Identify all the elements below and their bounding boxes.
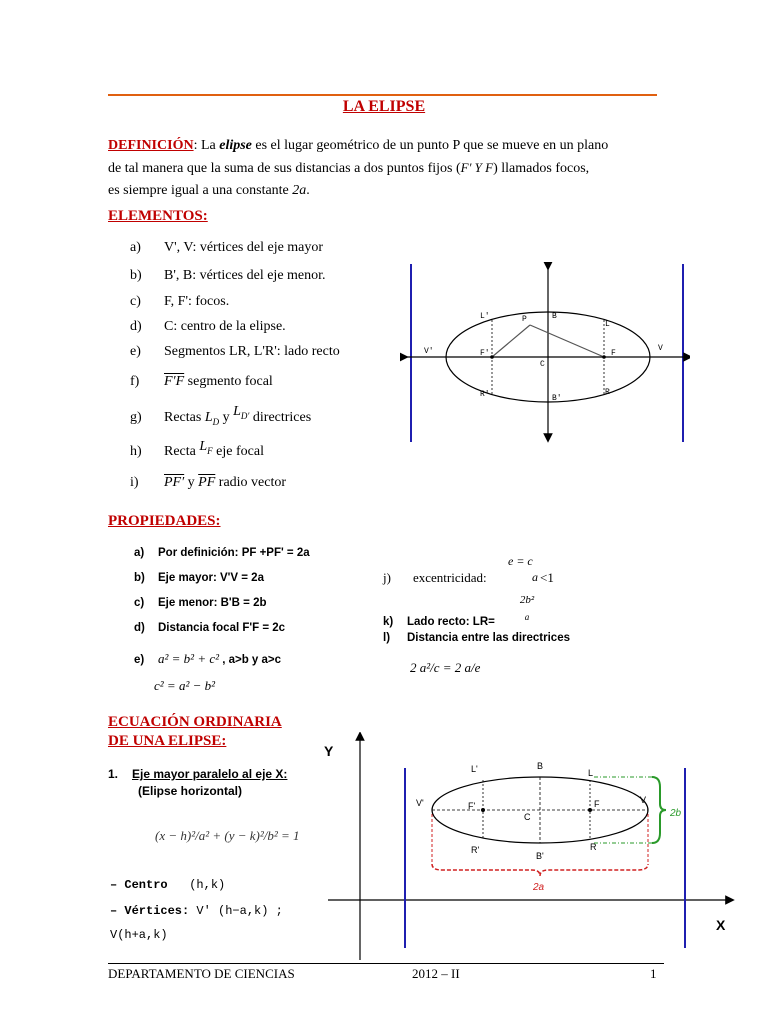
list-item: c) F, F': focos. bbox=[130, 294, 230, 309]
vertices-line: – Vértices: V' (h−a,k) ; bbox=[110, 904, 283, 918]
list-item: e) a² = b² + c² , a>b y a>c bbox=[134, 651, 282, 666]
label-v: V bbox=[658, 344, 663, 353]
equation-item-sub: (Elipse horizontal) bbox=[138, 784, 243, 798]
list-item: c) Eje menor: B'B = 2b bbox=[134, 597, 267, 609]
focus-left-point bbox=[490, 355, 494, 359]
list-item: b) Eje mayor: V'V = 2a bbox=[134, 572, 264, 584]
label-b-prime: B' bbox=[552, 394, 562, 403]
list-item: f) F′F segmento focal bbox=[130, 374, 273, 389]
definition-paragraph: DEFINICIÓN: La elipse es el lugar geométrico de un punto P que se mueve en un plano de tal manera que la suma de sus distancias a dos puntos fijos (F′ Y F) llamados focos, es siempre igual a una constante 2a. bbox=[108, 138, 609, 198]
label-r-prime: R' bbox=[471, 845, 480, 855]
list-item: d) C: centro de la elipse. bbox=[130, 319, 286, 334]
property-l-formula: 2 a²/c = 2 a/e bbox=[410, 660, 481, 675]
dim-2a-label: 2a bbox=[533, 882, 545, 893]
definition-label: DEFINICIÓN bbox=[108, 138, 194, 153]
property-k-fraction: 2b² a bbox=[519, 594, 535, 622]
formula-c-squared: c² = a² − b² bbox=[154, 678, 216, 693]
list-item: e) Segmentos LR, L'R': lado recto bbox=[130, 344, 340, 359]
label-l: L bbox=[605, 320, 610, 329]
axis-y-label: Y bbox=[324, 743, 334, 759]
label-l-prime: L' bbox=[480, 312, 490, 321]
ellipse-equation: (x − h)²/a² + (y − k)²/b² = 1 bbox=[155, 828, 300, 843]
axis-x-label: X bbox=[716, 917, 726, 933]
ellipse-diagram-basic bbox=[400, 262, 690, 444]
radius-vector-right bbox=[530, 325, 604, 357]
label-v-prime: V' bbox=[416, 798, 424, 808]
label-b-prime: B' bbox=[536, 851, 544, 861]
list-item: d) Distancia focal F'F = 2c bbox=[134, 622, 286, 634]
list-item: a) Por definición: PF +PF' = 2a bbox=[134, 547, 310, 559]
radius-vector-left bbox=[492, 325, 530, 357]
label-r: R bbox=[605, 388, 610, 397]
centro-line: – Centro (h,k) bbox=[110, 878, 226, 892]
list-item: i) PF′ y $\overline{PF}$ radio vector bbox=[130, 475, 287, 490]
dim-2a-brace bbox=[432, 864, 648, 876]
footer-rule bbox=[108, 963, 664, 964]
footer-term: 2012 – II bbox=[412, 966, 460, 981]
label-f-prime: F' bbox=[468, 801, 476, 811]
focus-left-point bbox=[481, 808, 485, 812]
label-b: B bbox=[537, 761, 544, 771]
label-p: P bbox=[522, 315, 527, 324]
dim-2b-label: 2b bbox=[670, 808, 682, 819]
property-k: k) Lado recto: LR= bbox=[383, 616, 495, 628]
equation-heading-1: ECUACIÓN ORDINARIA bbox=[108, 714, 282, 730]
label-f-prime: F' bbox=[480, 349, 490, 358]
vertices-line-2: V(h+a,k) bbox=[110, 928, 168, 942]
equation-heading-2: DE UNA ELIPSE: bbox=[108, 733, 227, 749]
list-item: a) V', V: vértices del eje mayor bbox=[130, 240, 324, 255]
label-c: C bbox=[540, 360, 545, 369]
label-v: V bbox=[640, 795, 647, 805]
label-l: L bbox=[588, 768, 594, 778]
focus-right-point bbox=[588, 808, 592, 812]
label-v-prime: V' bbox=[424, 347, 434, 356]
label-l-prime: L' bbox=[471, 764, 478, 774]
page-title: LA ELIPSE bbox=[342, 98, 426, 115]
equation-item: 1. Eje mayor paralelo al eje X: bbox=[108, 767, 288, 781]
focus-right-point bbox=[602, 355, 606, 359]
list-item: b) B', B: vértices del eje menor. bbox=[130, 268, 326, 283]
dim-2b-brace bbox=[652, 777, 666, 843]
properties-heading: PROPIEDADES: bbox=[108, 513, 221, 529]
label-c: C bbox=[524, 812, 531, 822]
footer-page-number: 1 bbox=[650, 966, 657, 981]
label-f: F bbox=[611, 349, 616, 358]
label-r-prime: R' bbox=[480, 390, 490, 399]
property-l: l) Distancia entre las directrices bbox=[383, 632, 570, 644]
ellipse-diagram-horizontal bbox=[318, 732, 738, 962]
top-rule bbox=[108, 94, 657, 96]
footer-department: DEPARTAMENTO DE CIENCIAS bbox=[108, 966, 295, 981]
elements-heading: ELEMENTOS: bbox=[108, 208, 208, 224]
label-r: R bbox=[590, 842, 597, 852]
label-b: B bbox=[552, 312, 557, 321]
list-item: g) Rectas $L_D$ y $L_{D'}$ directrices bbox=[130, 404, 312, 427]
label-f: F bbox=[594, 799, 600, 809]
list-item: h) Recta $L_F$ eje focal bbox=[130, 439, 264, 459]
